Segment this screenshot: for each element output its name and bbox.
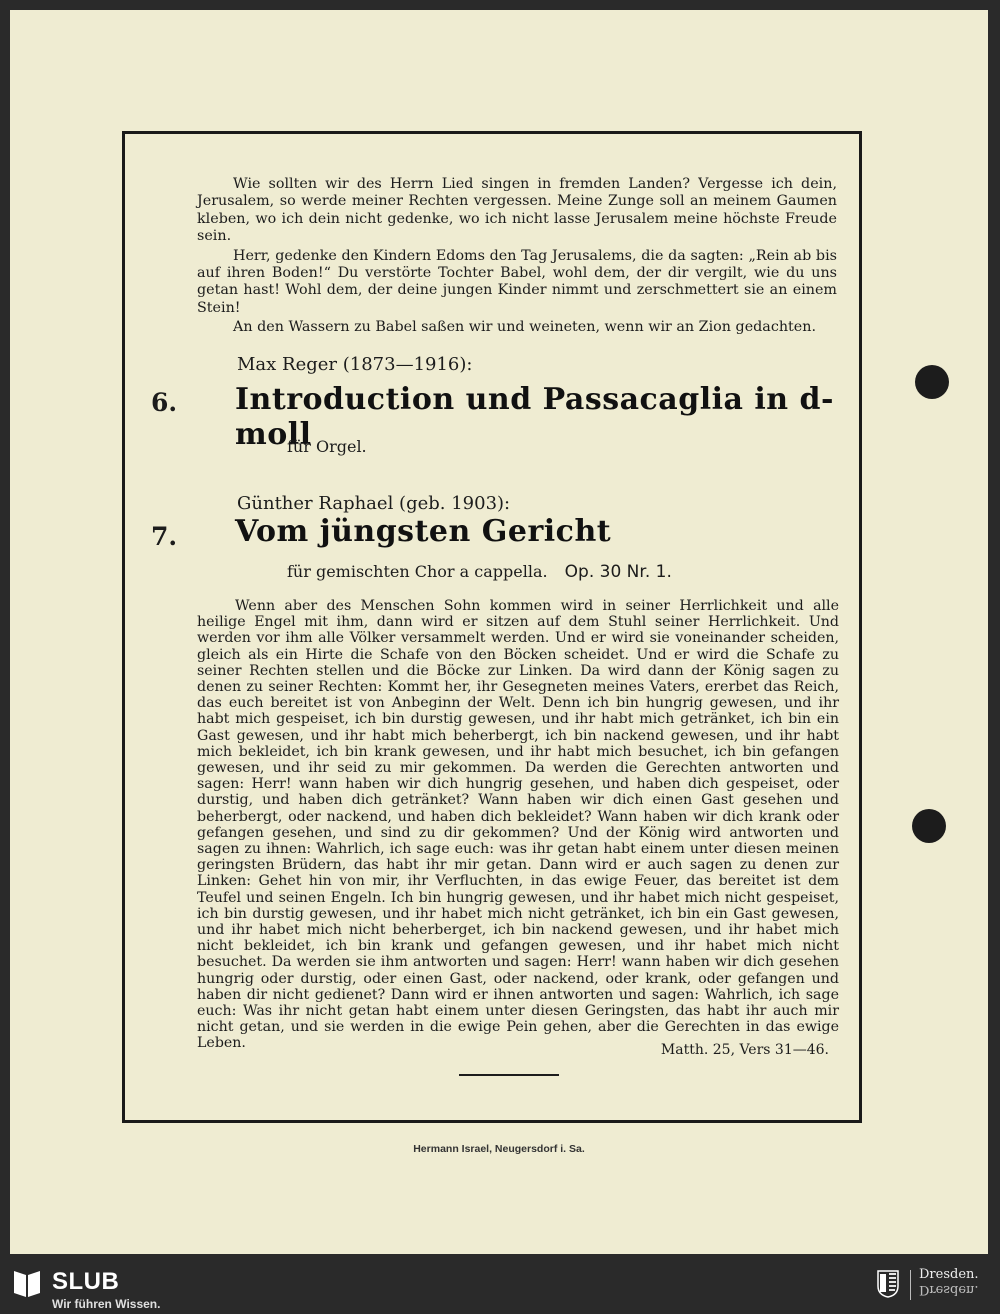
composer-name: Günther Raphael (geb. 1903): [237, 493, 511, 514]
printer-imprint: Hermann Israel, Neugersdorf i. Sa. [413, 1143, 585, 1155]
opus-number: Op. 30 Nr. 1. [564, 562, 672, 582]
logo-divider [910, 1270, 911, 1300]
viewer-footer [0, 1264, 1000, 1314]
program-number: 7. [151, 522, 178, 551]
punch-hole [912, 809, 946, 843]
gospel-text: Wenn aber des Menschen Sohn kommen wird in seiner Herrlichkeit und alle heilige Engel mit ihm, dann wird er sitzen auf dem Stuhl seiner Herrlichkeit. Und werden vor ihm alle Völker versammelt werden. Und er wird sie voneinander scheiden, gleich als ein Hirte die Schafe von den Böcken scheidet. Und er wird die Schafe zu seiner Rechten stellen und die Böcke zur Linken. Da wird dann der König sagen zu denen zu seiner Rechten: Kommt her, ihr Gesegneten meines Vaters, ererbet das Reich, das euch bereitet ist von Anbeginn der Welt. Denn ich bin hungrig gewesen, und ihr habt mich gespeiset, ich bin durstig gewesen, und ihr habt mich getränket, ich bin ein Gast gewesen, und ihr habt mich beherbergt, ich bin nackend gewesen, und ihr habt mich bekleidet, ich bin krank gewesen, und ihr habt mich besuchet, ich bin gefangen gewesen, und ihr seid zu mir gekommen. Da werden die Gerechten antworten und sagen: Herr! wann haben wir dich hungrig gesehen, und haben dich gespeiset, oder durstig, und haben dich getränket? Wann haben wir dich einen Gast gesehen und beherbergt, oder nackend, und haben dich bekleidet? Wann haben wir dich krank oder gefangen gesehen, und sind zu dir gekommen? Und der König wird antworten und sagen zu ihnen: Wahrlich, ich sage euch: was ihr getan habt einem unter diesen meinen geringsten Brüdern, das habt ihr mir getan. Dann wird er auch sagen zu denen zur Linken: Gehet hin von mir, ihr Verfluchten, in das ewige Feuer, das bereitet ist dem Teufel und seinen Engeln. Ich bin hungrig gewesen, und ihr habet mich nicht gespeiset, ich bin durstig gewesen, und ihr habet mich nicht getränket, ich bin ein Gast gewesen, und ihr habet mich nicht beherberget, ich bin nackend gewesen, und ihr habet mich nicht bekleidet, ich bin krank und gefangen gewesen, und ihr habet mich nicht besuchet. Da werden sie ihm antworten und sagen: Herr! wann haben wir dich gesehen hungrig oder durstig, oder einen Gast, oder nackend, oder krank, oder gefangen und haben dir nicht gedienet? Dann wird er ihnen antworten und sagen: Wahrlich, ich sage euch: Was ihr nicht getan habt einem unter diesen Geringsten, das habt ihr auch mir nicht getan, und sie werden in die ewige Pein gehen, aber die Gerechten in das ewige Leben. [197, 598, 839, 1052]
work-subtitle [287, 562, 672, 582]
dresden-crest-icon [877, 1270, 899, 1298]
program-number: 6. [151, 388, 178, 417]
document-page [10, 10, 988, 1254]
dresden-wordmark-mirror: Dresden. [919, 1282, 979, 1297]
work-subtitle: für Orgel. [287, 437, 367, 456]
dresden-wordmark: Dresden. [919, 1267, 979, 1282]
punch-hole [915, 365, 949, 399]
work-title: Vom jüngsten Gericht [235, 514, 612, 549]
program-frame [122, 131, 862, 1123]
slub-book-icon [12, 1267, 42, 1299]
bible-reference: Matth. 25, Vers 31—46. [660, 1042, 829, 1058]
slub-logo[interactable]: SLUB [52, 1268, 120, 1295]
composer-name: Max Reger (1873—1916): [237, 354, 473, 375]
work-title: Introduction und Passacaglia in d-moll [235, 382, 834, 452]
psalm-paragraph: Herr, gedenke den Kindern Edoms den Tag Jerusalems, die da sagten: „Rein ab bis auf ihren Boden!“ Du verstörte Tochter Babel, wohl dem, der dir vergilt, wie du uns getan hast! Wohl dem, der deine jungen Kinder nimmt und zerschmettert sie an einem Stein! [197, 247, 837, 316]
work-subtitle-text: für gemischten Chor a cappella. [287, 562, 548, 581]
slub-slogan: Wir führen Wissen. [52, 1297, 161, 1311]
psalm-paragraph: An den Wassern zu Babel saßen wir und weineten, wenn wir an Zion gedachten. [233, 319, 817, 336]
psalm-paragraph: Wie sollten wir des Herrn Lied singen in fremden Landen? Vergesse ich dein, Jerusalem, so werde meiner Rechten vergessen. Meine Zunge soll an meinem Gaumen kleben, wo ich dein nicht gedenke, wo ich nicht lasse Jerusalem meine höchste Freude sein. [197, 176, 837, 245]
psalm-text [197, 176, 837, 337]
dresden-logo[interactable] [919, 1268, 979, 1296]
divider-rule [459, 1074, 559, 1076]
